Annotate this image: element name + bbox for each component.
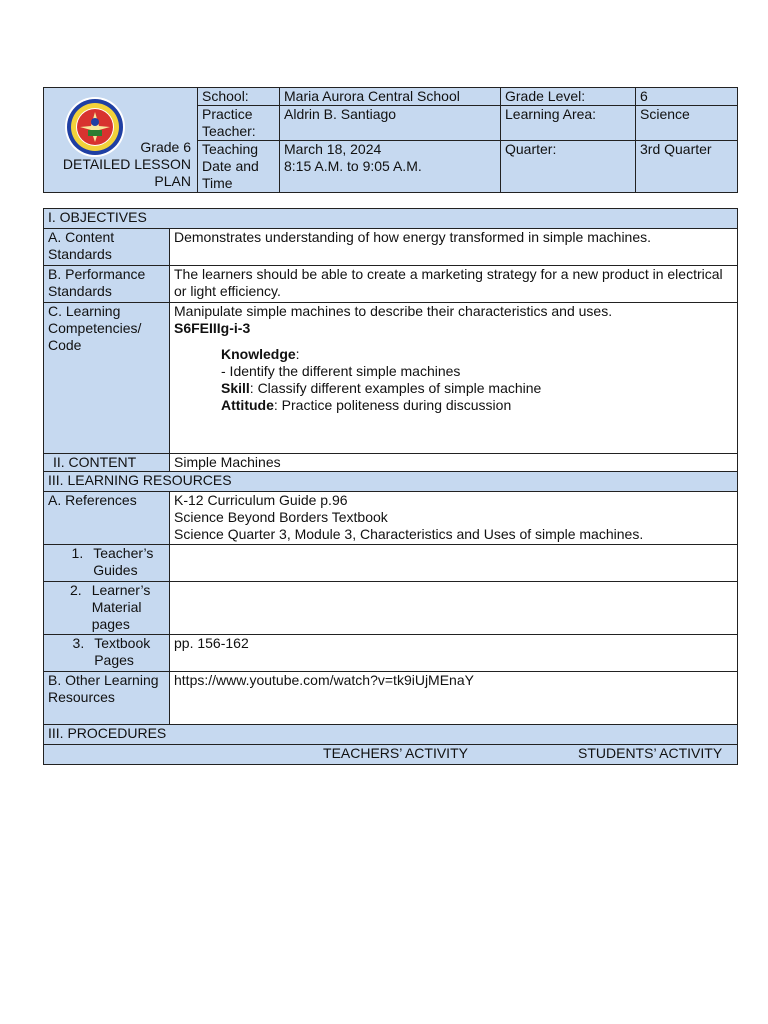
date-label bbox=[198, 141, 280, 193]
objective-domains bbox=[174, 346, 733, 414]
other-resources-label bbox=[44, 672, 170, 725]
textbook-label bbox=[44, 635, 170, 672]
date-label-line-1: Teaching bbox=[202, 141, 259, 157]
attitude-value: : Practice politeness during discussion bbox=[273, 397, 512, 413]
header-logo-cell bbox=[44, 88, 198, 193]
plan-title bbox=[63, 139, 191, 190]
teaching-time: 8:15 A.M. to 9:05 A.M. bbox=[284, 158, 422, 174]
objectives-heading: I. OBJECTIVES bbox=[44, 209, 738, 229]
list-number: 1. bbox=[71, 545, 84, 561]
learners-material-text: Learner’s Material pages bbox=[91, 582, 151, 632]
competencies-code: S6FEIIIg-i-3 bbox=[174, 320, 251, 336]
content-value: Simple Machines bbox=[170, 454, 738, 472]
plan-title-line-3: PLAN bbox=[154, 173, 191, 189]
learning-area-label: Learning Area: bbox=[501, 106, 636, 141]
plan-title-line-1: Grade 6 bbox=[140, 139, 191, 155]
content-standards-value: Demonstrates understanding of how energy transformed in simple machines. bbox=[170, 229, 738, 266]
grade-level-value: 6 bbox=[636, 88, 738, 106]
school-label: School: bbox=[198, 88, 280, 106]
learners-material-label bbox=[44, 582, 170, 635]
grade-level-label: Grade Level: bbox=[501, 88, 636, 106]
knowledge-line: Knowledge: bbox=[221, 346, 300, 362]
teaching-date: March 18, 2024 bbox=[284, 141, 382, 157]
competencies-value: Manipulate simple machines to describe their characteristics and uses. bbox=[174, 303, 613, 319]
list-number: 2. bbox=[70, 582, 82, 598]
textbook-value: pp. 156-162 bbox=[170, 635, 738, 672]
references-label: A. References bbox=[44, 492, 170, 545]
learning-area-value: Science bbox=[636, 106, 738, 141]
teachers-guides-label bbox=[44, 545, 170, 582]
other-resources-link[interactable]: https://www.youtube.com/watch?v=tk9iUjMEnaY bbox=[170, 672, 738, 725]
plan-title-line-2: DETAILED LESSON bbox=[62, 156, 191, 172]
competencies-cell bbox=[170, 303, 738, 454]
attitude-label: Attitude bbox=[221, 397, 274, 413]
content-heading: II. CONTENT bbox=[44, 454, 170, 472]
attitude-line bbox=[221, 397, 733, 414]
skill-value: : Classify different examples of simple machine bbox=[249, 380, 542, 396]
skill-line bbox=[221, 380, 733, 397]
teachers-activity-heading: TEACHERS’ ACTIVITY bbox=[323, 745, 468, 761]
procedures-heading: III. PROCEDURES bbox=[44, 725, 738, 745]
skill-label: Skill bbox=[221, 380, 250, 396]
competencies-label: C. Learning Competencies/ Code bbox=[44, 303, 170, 454]
reference-item: K-12 Curriculum Guide p.96 bbox=[174, 492, 348, 508]
quarter-label: Quarter: bbox=[501, 141, 636, 193]
textbook-text: Textbook Pages bbox=[94, 635, 151, 668]
learners-material-value bbox=[170, 582, 738, 635]
performance-standards-label: B. Performance Standards bbox=[44, 266, 170, 303]
school-value: Maria Aurora Central School bbox=[280, 88, 501, 106]
reference-item: Science Quarter 3, Module 3, Characteristics and Uses of simple machines. bbox=[174, 526, 644, 542]
references-cell bbox=[170, 492, 738, 545]
lesson-plan-table bbox=[43, 208, 738, 765]
activity-header-row bbox=[44, 745, 738, 765]
header-table bbox=[43, 87, 738, 193]
teacher-label bbox=[198, 106, 280, 141]
teachers-guides-value bbox=[170, 545, 738, 582]
knowledge-value: - Identify the different simple machines bbox=[221, 363, 461, 379]
learning-resources-heading: III. LEARNING RESOURCES bbox=[44, 472, 738, 492]
other-resources-text: B. Other Learning Resources bbox=[48, 672, 159, 705]
students-activity-heading: STUDENTS’ ACTIVITY bbox=[578, 745, 723, 761]
teacher-label-line-1: Practice bbox=[202, 106, 253, 122]
date-value bbox=[280, 141, 501, 193]
quarter-value: 3rd Quarter bbox=[636, 141, 738, 193]
teacher-label-line-2: Teacher: bbox=[202, 123, 256, 139]
performance-standards-value: The learners should be able to create a marketing strategy for a new product in electrical or light efficiency. bbox=[170, 266, 738, 303]
reference-item: Science Beyond Borders Textbook bbox=[174, 509, 388, 525]
date-label-line-3: Time bbox=[202, 175, 233, 191]
teachers-guides-text: Teacher’s Guides bbox=[93, 545, 154, 578]
date-label-line-2: Date and bbox=[202, 158, 259, 174]
knowledge-label: Knowledge bbox=[221, 346, 296, 362]
list-number: 3. bbox=[72, 635, 85, 651]
teacher-value: Aldrin B. Santiago bbox=[280, 106, 501, 141]
content-standards-label: A. Content Standards bbox=[44, 229, 170, 266]
